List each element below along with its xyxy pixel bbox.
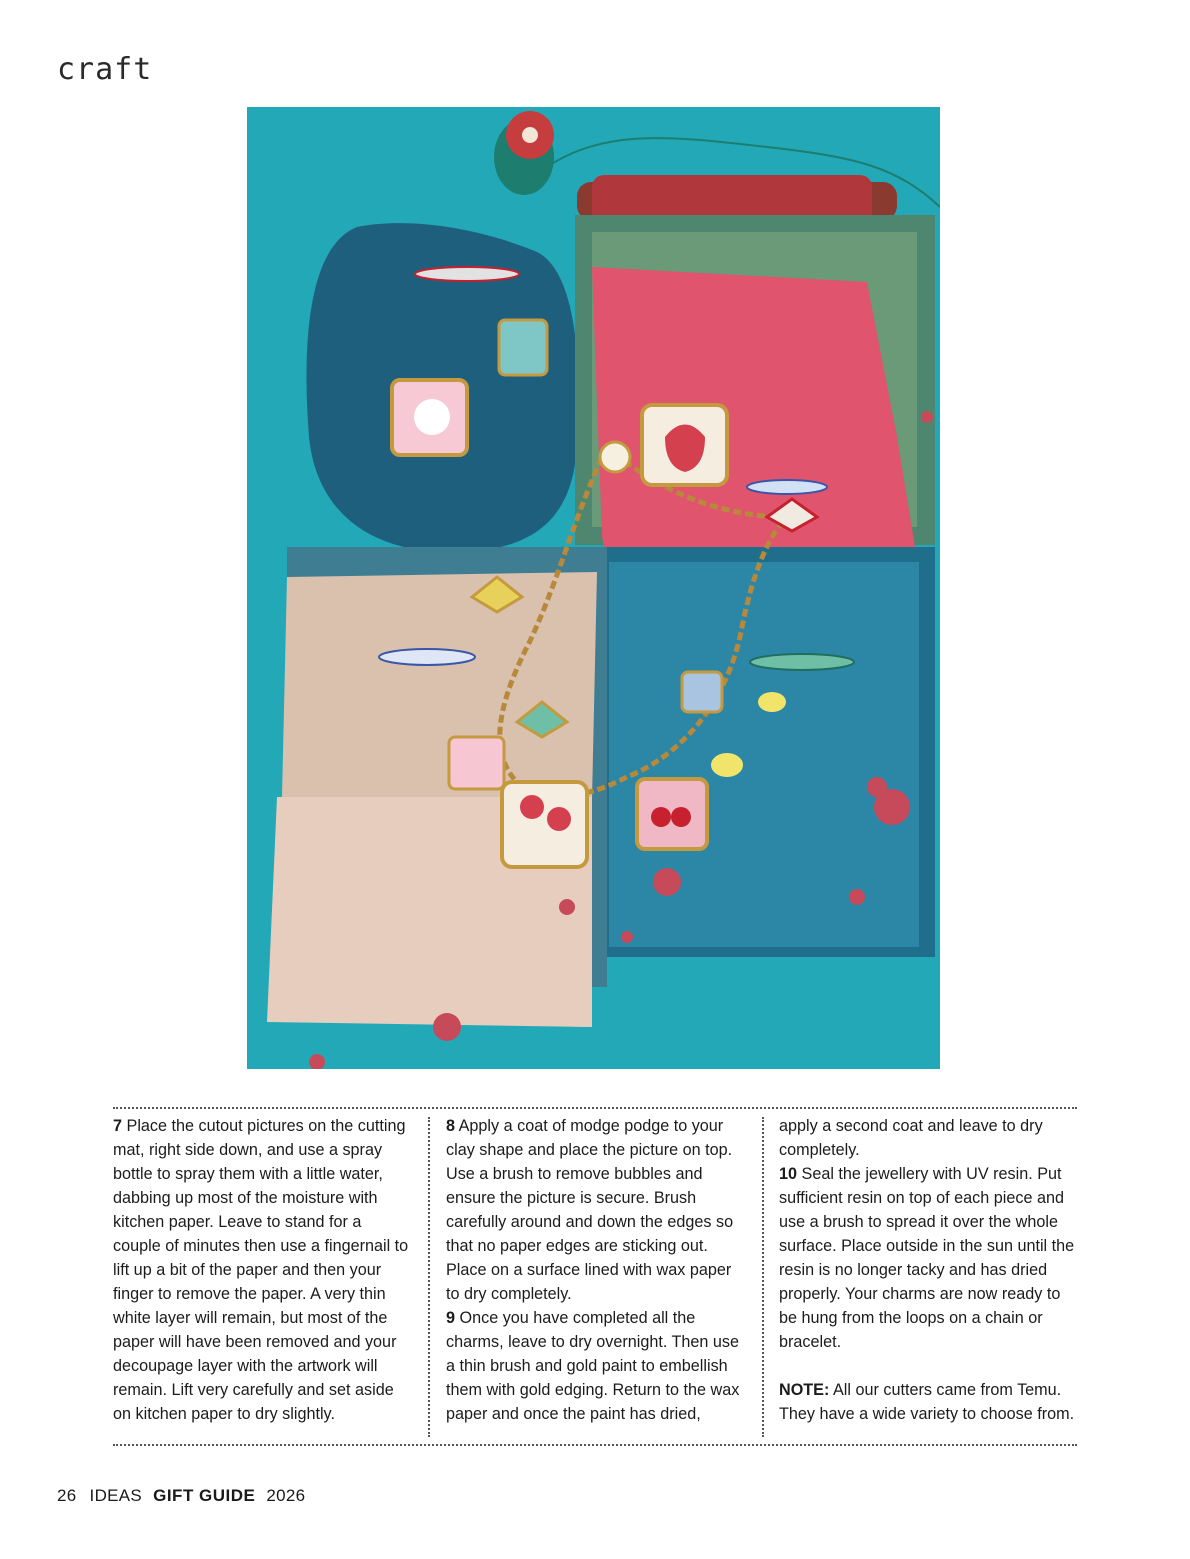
- column-3: [779, 1114, 1079, 1426]
- step-9: [446, 1306, 746, 1426]
- column-2: [446, 1114, 746, 1426]
- section-label: craft: [57, 52, 153, 87]
- column-1: [113, 1114, 413, 1426]
- blue-tray: [595, 547, 935, 957]
- issue-year: 2026: [266, 1486, 306, 1505]
- step-number: 8: [446, 1117, 456, 1135]
- step-9-continued: apply a second coat and leave to dry completely.: [779, 1117, 1043, 1159]
- step-number: 9: [446, 1309, 456, 1327]
- note: [779, 1378, 1079, 1426]
- page-footer: [57, 1486, 305, 1506]
- issue-title: GIFT GUIDE: [153, 1486, 256, 1505]
- page-number: 26: [57, 1486, 77, 1505]
- column-separator: [762, 1117, 764, 1437]
- note-text: All our cutters came from Temu. They have a wide variety to choose from.: [779, 1381, 1075, 1423]
- bottom-dotted-rule: [113, 1444, 1077, 1446]
- step-text: Seal the jewellery with UV resin. Put sufficient resin on top of each piece and use a brush to spread it over the whole surface. Place outside in the sun until the resin is no longer tacky and has dried properly. Your charms are now ready to be hung from the loops on a chain or bracelet.: [779, 1165, 1075, 1351]
- top-dotted-rule: [113, 1107, 1077, 1109]
- column-separator: [428, 1117, 430, 1437]
- note-label: NOTE:: [779, 1381, 830, 1399]
- magazine-name: IDEAS: [89, 1486, 143, 1505]
- step-text: Apply a coat of modge podge to your clay shape and place the picture on top. Use a brush to remove bubbles and ensure the picture is secure. Brush carefully around and down the edges so that no paper edges are sticking out. Place on a surface lined with wax paper to dry completely.: [446, 1117, 734, 1303]
- step-7: [113, 1114, 413, 1426]
- step-10: [779, 1162, 1079, 1354]
- step-text: Once you have completed all the charms, leave to dry overnight. Then use a thin brush and gold paint to embellish them with gold edging. Return to the wax paper and once the paint has dried,: [446, 1309, 740, 1423]
- step-number: 10: [779, 1165, 798, 1183]
- craft-charms-photo: [247, 107, 940, 1069]
- step-text: Place the cutout pictures on the cutting mat, right side down, and use a spray bottle to spray them with a little water, dabbing up most of the moisture with kitchen paper. Leave to stand for a couple of minutes then use a fingernail to lift up a bit of the paper and then your finger to remove the paper. A very thin white layer will remain, but most of the paper will have been removed and your decoupage layer with the artwork will remain. Lift very carefully and set aside on kitchen paper to dry slightly.: [113, 1117, 409, 1423]
- step-8: [446, 1114, 746, 1306]
- step-number: 7: [113, 1117, 123, 1135]
